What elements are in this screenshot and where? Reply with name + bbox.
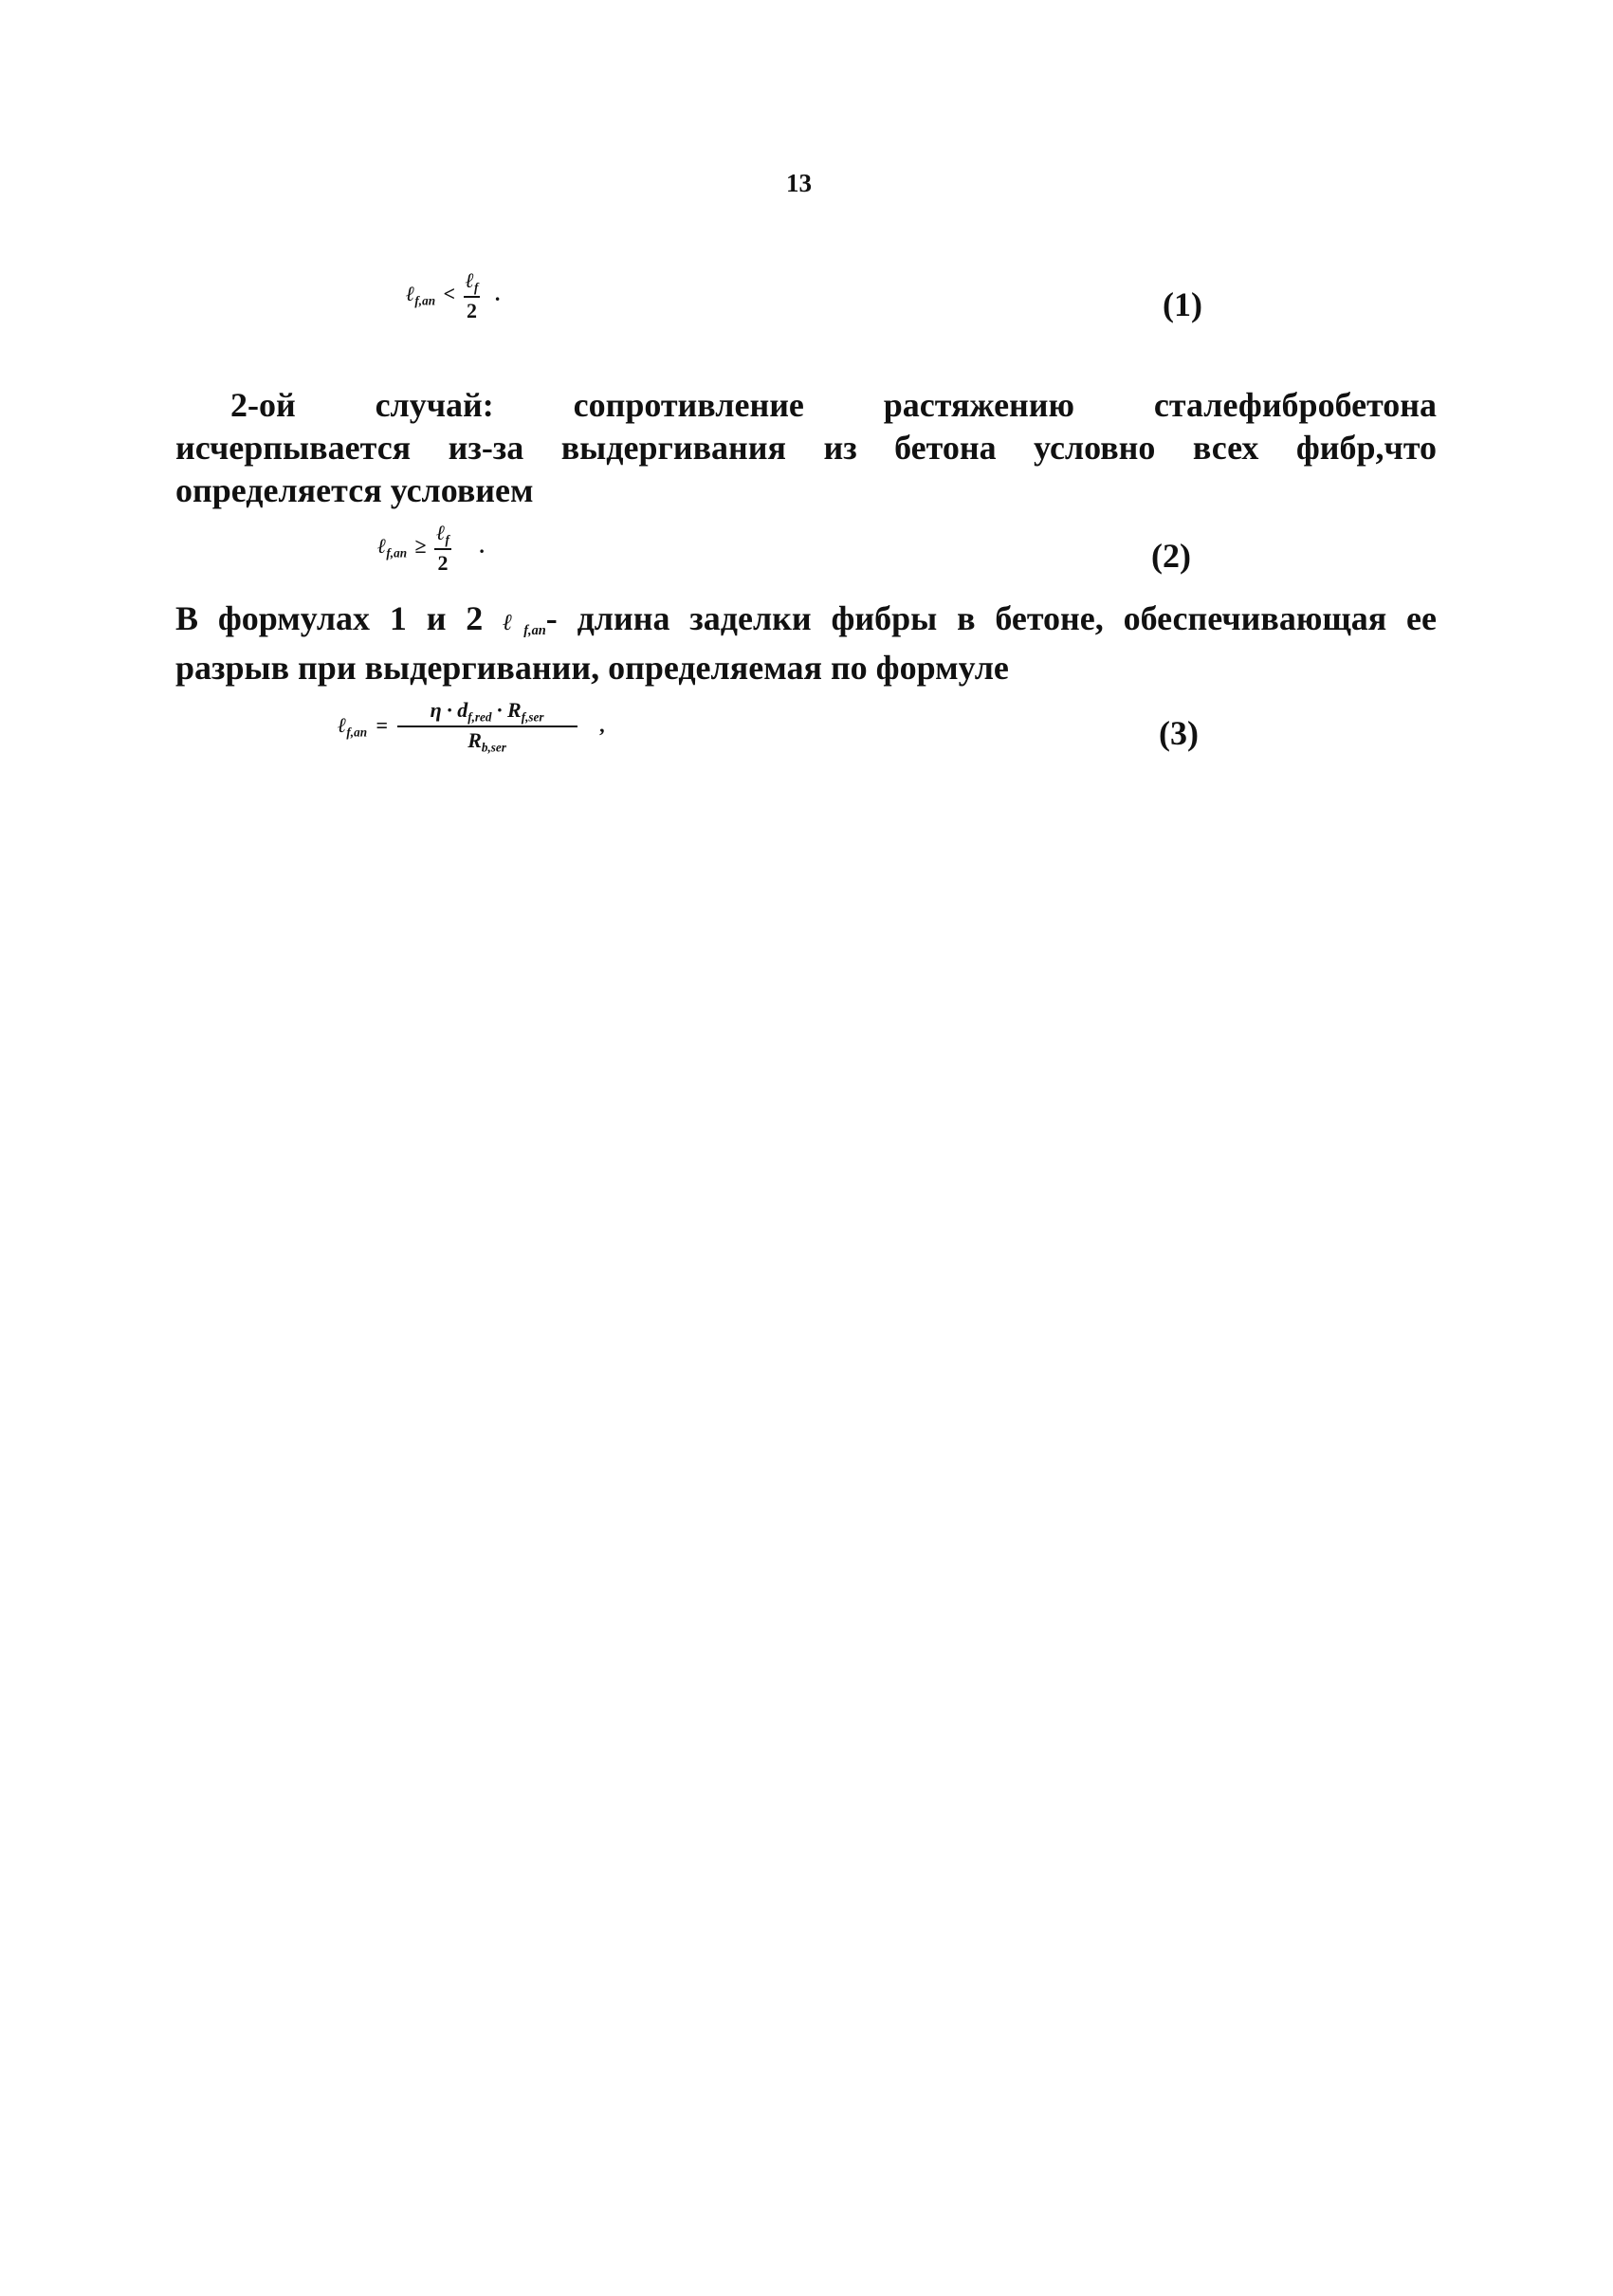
eq1-lhs: ℓ$_{f,an}$ [406, 282, 436, 308]
text-line-4: В формулах 1 и 2 ℓ$_{f,an}$- длина заделки фибры в бетоне, обеспечивающая ее [175, 599, 1437, 639]
eq2-lhs: ℓ$_{f,an}$ [377, 534, 408, 560]
eq2-operator: ≥ [414, 534, 427, 559]
equation-3-label: (3) [1159, 714, 1199, 752]
eq2-tail: . [479, 534, 485, 559]
text-line-5: разрыв при выдергивании, определяемая по формуле [175, 649, 1009, 687]
eq1-fraction: $\frac{\ell_f}{2}$ [465, 268, 479, 323]
page-number: 13 [786, 169, 812, 197]
eq3-operator: = [376, 712, 389, 737]
eq3-tail: , [599, 712, 605, 737]
text-line-1: 2-ой случай: сопротивление растяжению сталефибробетона [230, 386, 1438, 424]
equation-3 [338, 699, 605, 755]
eq3-lhs: ℓ$_{f,an}$ [338, 712, 368, 740]
equation-2 [377, 522, 485, 575]
equation-1-label: (1) [1163, 285, 1202, 323]
text-line-2: исчерпывается из-за выдергивания из бетона условно всех фибр,что [175, 429, 1438, 467]
equation-2-label: (2) [1151, 537, 1191, 575]
eq2-fraction: $\frac{\ell_f}{2}$ [436, 521, 449, 576]
eq1-operator: < [443, 282, 456, 306]
eq3-fraction: $\frac{\eta \cdot d_{f,red} \cdot R_{f,ser}}{R_{b,ser}}$ [397, 699, 577, 755]
text-line-3: определяется условием [175, 471, 534, 509]
inline-symbol-lf-an: ℓ$_{f,an}$ [503, 611, 546, 639]
eq1-tail: . [494, 282, 501, 306]
equation-1 [406, 269, 500, 322]
